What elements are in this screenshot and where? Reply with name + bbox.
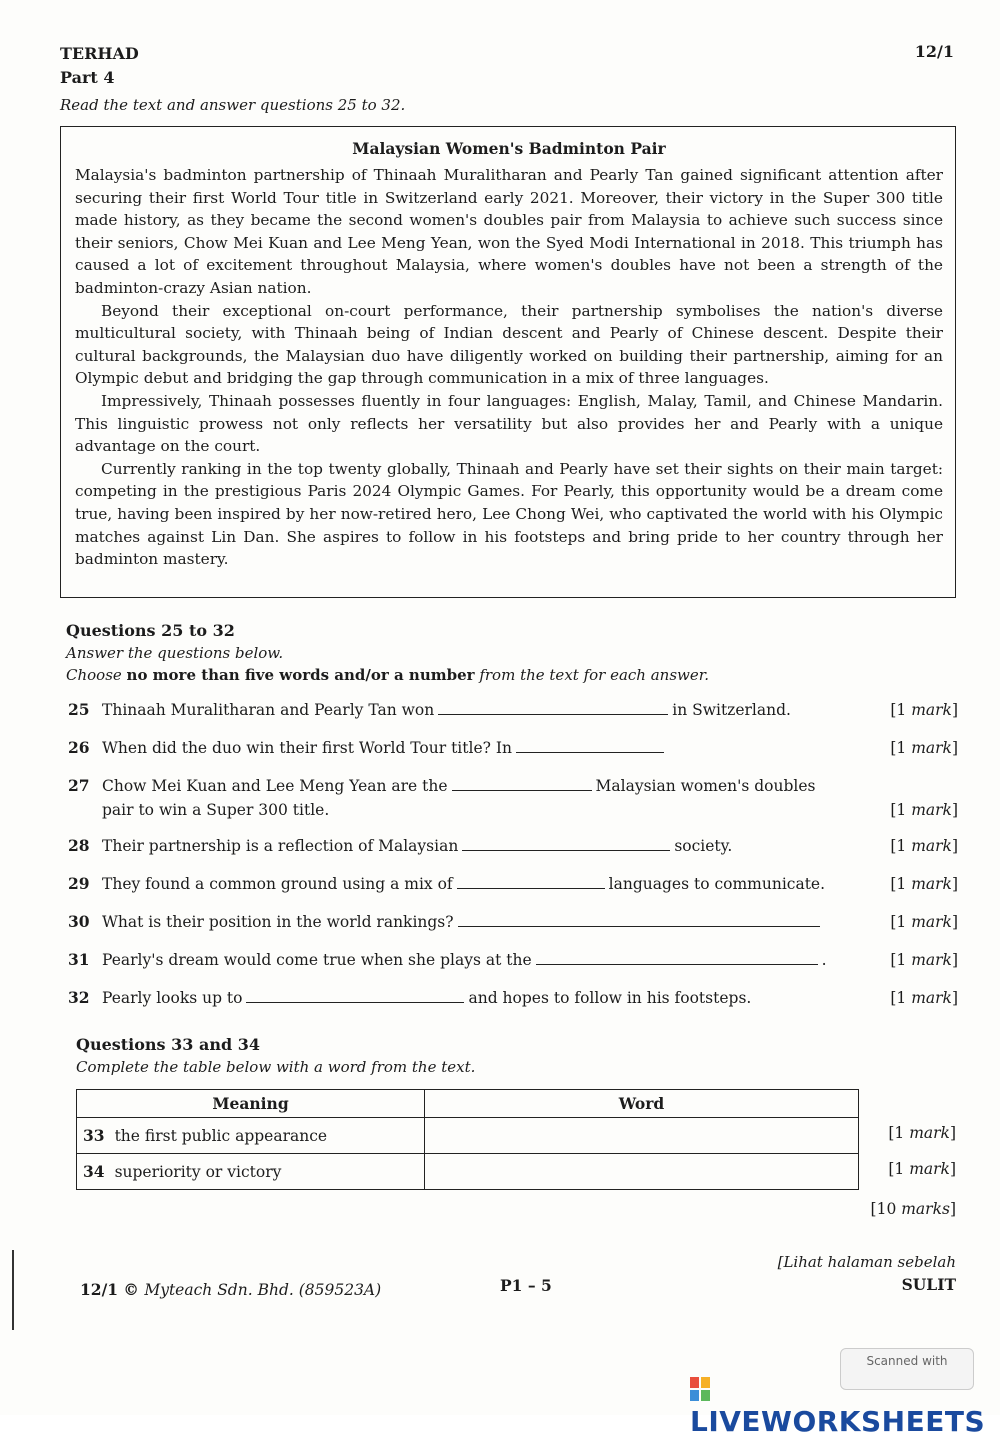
copyright: 12/1 © Myteach Sdn. Bhd. (859523A)	[80, 1280, 382, 1299]
passage-paragraph: Impressively, Thinaah possesses fluently in four languages: English, Malay, Tamil, and Chinese Mandarin. This linguistic prowess not only reflects her versatility but also provides her and Pearly with a unique advantage on the court.	[75, 391, 943, 456]
answer-blank-27[interactable]	[452, 777, 592, 791]
section-instruction: Complete the table below with a word from the text.	[76, 1058, 476, 1076]
word-answer-cell-33[interactable]	[425, 1118, 859, 1154]
mark-allocation: [1 mark]	[888, 1160, 956, 1178]
word-answer-cell-34[interactable]	[425, 1154, 859, 1190]
scan-margin-mark	[12, 1250, 14, 1330]
part-label: Part 4	[60, 68, 115, 87]
reading-passage	[60, 126, 956, 598]
total-marks: [10 marks]	[870, 1200, 956, 1218]
liveworksheets-brand[interactable]: LIVEWORKSHEETS	[690, 1372, 1000, 1438]
paper-code: 12/1	[914, 42, 954, 61]
meaning-cell: 33 the first public appearance	[77, 1118, 425, 1154]
answer-blank-26[interactable]	[516, 739, 664, 753]
passage-paragraph: Beyond their exceptional on-court performance, their partnership symbolises the nation's diverse multicultural society, with Thinaah being of Indian descent and Pearly of Chinese descent. Despite their cultural backgrounds, the Malaysian duo have diligently worked on building their partnership, aiming for an Olympic debut and bridging the gap through communication in a mix of three languages.	[75, 301, 943, 388]
question-31: 31 Pearly's dream would come true when she plays at the . [1 mark]	[68, 948, 958, 972]
question-25: 25 Thinaah Muralitharan and Pearly Tan won in Switzerland. [1 mark]	[68, 698, 958, 722]
question-27: 27 Chow Mei Kuan and Lee Meng Yean are the Malaysian women's doubles pair to win a Super 300 title. [1 mark]	[68, 774, 958, 822]
passage-paragraph: Currently ranking in the top twenty globally, Thinaah and Pearly have set their sights on their main target: competing in the prestigious Paris 2024 Olympic Games. For Pearly, this opportunity would be a dream come true, having been inspired by her now-retired hero, Lee Chong Wei, who captivated the world with his Olympic matches against Lin Dan. She aspires to follow in his footsteps and bring pride to her country through her badminton mastery.	[75, 459, 943, 569]
meaning-word-table	[76, 1089, 859, 1190]
answer-blank-29[interactable]	[457, 875, 605, 889]
liveworksheets-logo-icon	[690, 1377, 710, 1401]
classification-label: SULIT	[901, 1275, 956, 1294]
question-29: 29 They found a common ground using a mix of languages to communicate. [1 mark]	[68, 872, 958, 896]
page-number: P1 – 5	[500, 1276, 552, 1295]
question-26: 26 When did the duo win their first World Tour title? In [1 mark]	[68, 736, 958, 760]
passage-title: Malaysian Women's Badminton Pair	[352, 139, 666, 158]
page-header-left	[60, 42, 139, 90]
question-30: 30 What is their position in the world rankings? [1 mark]	[68, 910, 958, 934]
next-page-note: [Lihat halaman sebelah	[777, 1253, 956, 1271]
mark-allocation: [1 mark]	[890, 951, 958, 969]
questions-25-32-header	[66, 620, 709, 686]
reading-instruction: Read the text and answer questions 25 to 32.	[60, 96, 406, 114]
section-instruction: Answer the questions below.	[66, 644, 284, 662]
scanner-watermark: Scanned with	[840, 1348, 974, 1390]
answer-blank-30[interactable]	[458, 913, 820, 927]
section-title: Questions 25 to 32	[66, 621, 235, 640]
column-header-word: Word	[425, 1090, 859, 1118]
section-title: Questions 33 and 34	[76, 1035, 260, 1054]
restricted-label: TERHAD	[60, 44, 139, 63]
table-header-row	[77, 1090, 859, 1118]
mark-allocation: [1 mark]	[890, 837, 958, 855]
mark-allocation: [1 mark]	[890, 913, 958, 931]
table-row	[77, 1118, 859, 1154]
mark-allocation: [1 mark]	[890, 875, 958, 893]
answer-blank-25[interactable]	[438, 701, 668, 715]
mark-allocation: [1 mark]	[888, 1124, 956, 1142]
meaning-cell: 34 superiority or victory	[77, 1154, 425, 1190]
mark-allocation: [1 mark]	[890, 701, 958, 719]
mark-allocation: [1 mark]	[890, 989, 958, 1007]
mark-allocation: [1 mark]	[890, 739, 958, 757]
question-28: 28 Their partnership is a reflection of Malaysian society. [1 mark]	[68, 834, 958, 858]
question-32: 32 Pearly looks up to and hopes to follow in his footsteps. [1 mark]	[68, 986, 958, 1010]
mark-allocation: [1 mark]	[890, 801, 958, 819]
answer-blank-31[interactable]	[536, 951, 818, 965]
table-row	[77, 1154, 859, 1190]
passage-paragraph: Malaysia's badminton partnership of Thinaah Muralitharan and Pearly Tan gained significant attention after securing their first World Tour title in Switzerland early 2021. Moreover, their victory in the Super 300 title made history, as they became the second women's doubles pair from Malaysia to achieve such success since their seniors, Chow Mei Kuan and Lee Meng Yean, won the Syed Modi International in 2018. This triumph has caused a lot of excitement throughout Malaysia, where women's doubles have not been a strength of the badminton-crazy Asian nation.	[75, 166, 943, 297]
questions-33-34-header	[76, 1034, 475, 1078]
section-instruction: Choose no more than five words and/or a number from the text for each answer.	[66, 666, 710, 684]
answer-blank-28[interactable]	[462, 837, 670, 851]
column-header-meaning: Meaning	[77, 1090, 425, 1118]
answer-blank-32[interactable]	[246, 989, 464, 1003]
